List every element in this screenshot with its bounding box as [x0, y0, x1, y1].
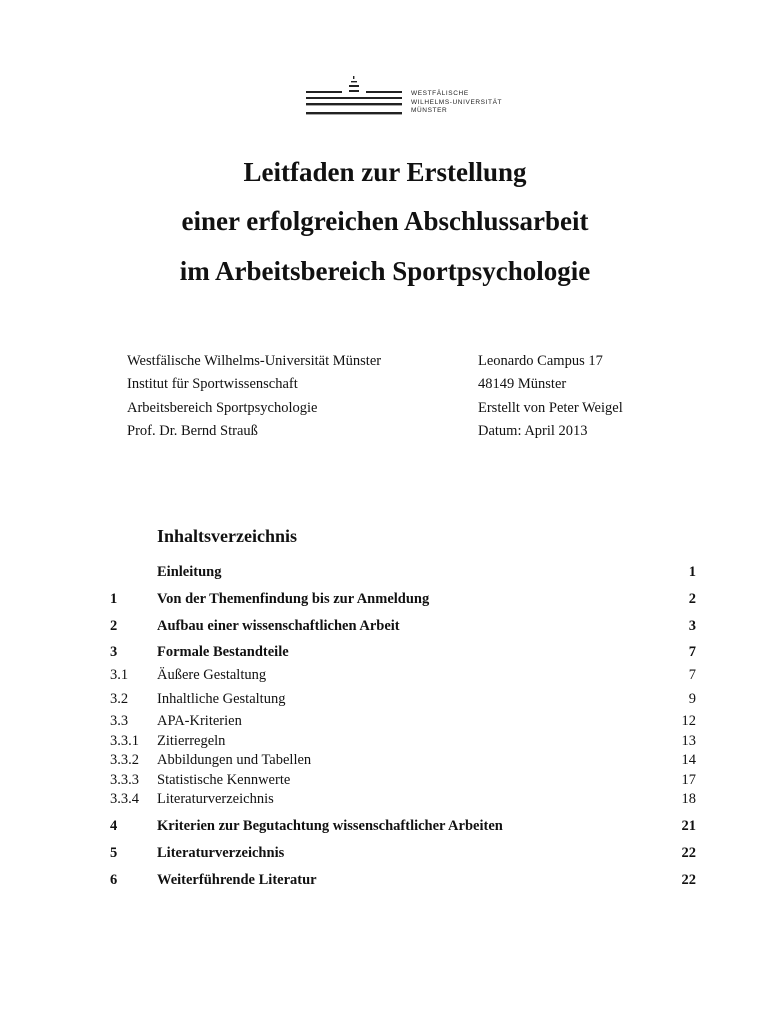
toc-number: 3.1	[110, 667, 129, 683]
document-title-line-3: im Arbeitsbereich Sportpsychologie	[179, 256, 591, 286]
address-line: Erstellt von Peter Weigel	[478, 399, 623, 416]
toc-number: 3.3.1	[110, 733, 139, 749]
toc-label: Abbildungen und Tabellen	[157, 752, 312, 768]
toc-page-number: 22	[681, 845, 696, 861]
logo-line: WILHELMS-UNIVERSITÄT	[411, 98, 503, 106]
toc-entry[interactable]	[110, 690, 696, 708]
toc-entry[interactable]	[110, 844, 696, 862]
toc-label: Inhaltliche Gestaltung	[157, 691, 286, 707]
institution-line: Institut für Sportwissenschaft	[127, 376, 298, 393]
toc-page-number: 17	[681, 772, 696, 788]
logo-line: MÜNSTER	[411, 107, 448, 114]
toc-label: Statistische Kennwerte	[157, 772, 291, 788]
toc-label: Formale Bestandteile	[157, 644, 289, 660]
toc-number: 3.3	[110, 713, 129, 729]
toc-entry[interactable]	[110, 790, 696, 808]
institution-line: Arbeitsbereich Sportpsychologie	[127, 399, 318, 416]
toc-number: 3.3.2	[110, 752, 139, 768]
toc-entry[interactable]	[110, 771, 696, 789]
toc-page-number: 9	[688, 691, 696, 707]
toc-entry[interactable]	[110, 666, 696, 684]
toc-number: 3.3.4	[110, 791, 139, 807]
toc-label: Äußere Gestaltung	[157, 667, 267, 683]
toc-number: 4	[110, 818, 118, 834]
toc-page-number: 21	[681, 818, 696, 834]
toc-label: Weiterführende Literatur	[157, 872, 317, 888]
toc-page-number: 7	[688, 667, 696, 683]
toc-entry[interactable]	[110, 732, 696, 750]
toc-label: Literaturverzeichnis	[157, 845, 285, 861]
institution-line: Prof. Dr. Bernd Strauß	[127, 422, 258, 439]
document-title-line-1: Leitfaden zur Erstellung	[243, 157, 527, 187]
toc-entry[interactable]	[110, 563, 696, 581]
toc-number: 6	[110, 872, 118, 888]
address-info	[478, 350, 623, 443]
toc-entry[interactable]	[110, 751, 696, 769]
address-line: 48149 Münster	[478, 376, 567, 393]
toc-entry[interactable]	[110, 617, 696, 635]
document-title-line-2: einer erfolgreichen Abschlussarbeit	[181, 206, 589, 236]
institution-line: Westfälische Wilhelms-Universität Münster	[127, 353, 382, 369]
toc-page-number: 12	[681, 713, 696, 729]
address-line: Datum: April 2013	[478, 422, 588, 439]
address-line: Leonardo Campus 17	[478, 353, 603, 369]
toc-page-number: 7	[688, 644, 696, 660]
toc-page-number: 3	[688, 618, 696, 634]
toc-label: Von der Themenfindung bis zur Anmeldung	[157, 591, 430, 607]
toc-page-number: 13	[681, 733, 696, 749]
toc-entry[interactable]	[110, 712, 696, 730]
toc-entry[interactable]	[110, 871, 696, 889]
toc-page-number: 18	[681, 791, 696, 807]
toc-number: 5	[110, 845, 118, 861]
toc-number: 1	[110, 591, 118, 607]
logo-line: WESTFÄLISCHE	[411, 90, 469, 97]
institution-info	[127, 350, 381, 443]
toc-heading: Inhaltsverzeichnis	[157, 526, 298, 546]
toc-label: Einleitung	[157, 564, 222, 580]
toc-label: Zitierregeln	[157, 733, 226, 749]
toc-page-number: 2	[688, 591, 696, 607]
toc-number: 3.3.3	[110, 772, 139, 788]
toc-label: Literaturverzeichnis	[157, 791, 274, 807]
toc-page-number: 1	[688, 564, 696, 580]
university-logo	[306, 74, 506, 122]
toc-number: 2	[110, 618, 118, 634]
toc-label: Aufbau einer wissenschaftlichen Arbeit	[157, 618, 400, 634]
toc-number: 3	[110, 644, 118, 660]
toc-label: APA-Kriterien	[157, 713, 242, 729]
university-logo-mark	[306, 74, 406, 120]
toc-page-number: 14	[681, 752, 696, 768]
toc-entry[interactable]	[110, 643, 696, 661]
toc-entry[interactable]	[110, 817, 696, 835]
toc-label: Kriterien zur Begutachtung wissenschaftlicher Arbeiten	[157, 818, 503, 834]
toc-entry[interactable]	[110, 590, 696, 608]
toc-page-number: 22	[681, 872, 696, 888]
toc-number: 3.2	[110, 691, 129, 707]
university-logo-text	[411, 90, 502, 116]
